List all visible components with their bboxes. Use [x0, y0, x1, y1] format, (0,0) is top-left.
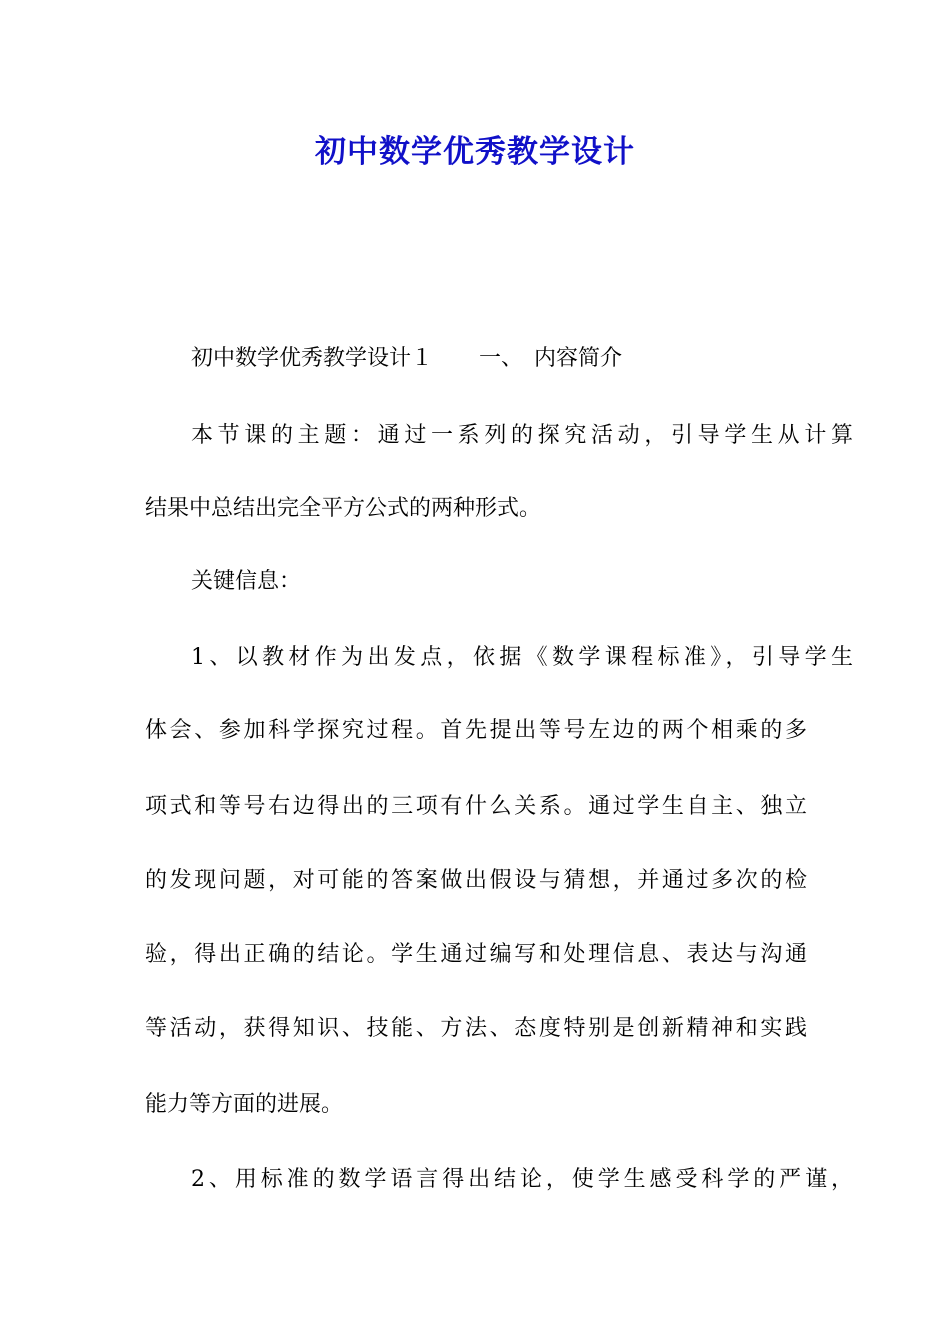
section-subtitle: 初中数学优秀教学设计１	[191, 346, 434, 371]
section-line	[145, 344, 853, 374]
paragraph-line: 等活动，获得知识、技能、方法、态度特别是创新精神和实践	[145, 1016, 807, 1041]
paragraph-line: 关键信息：	[191, 569, 302, 594]
paragraph-line: 体会、参加科学探究过程。首先提出等号左边的两个相乘的多	[145, 718, 807, 743]
paragraph-line: 项式和等号右边得出的三项有什么关系。通过学生自主、独立	[145, 794, 807, 819]
paragraph-line: 本节课的主题：通过一系列的探究活动，引导学生从计算	[191, 423, 853, 448]
document-body	[145, 0, 853, 1344]
paragraph-line: 2、用标准的数学语言得出结论，使学生感受科学的严谨，	[191, 1167, 853, 1192]
paragraph-line: 结果中总结出完全平方公式的两种形式。	[145, 496, 542, 521]
section-heading: 一、 内容简介	[479, 346, 623, 371]
paragraph-line: 的发现问题，对可能的答案做出假设与猜想，并通过多次的检	[145, 868, 807, 893]
paragraph-line: 验，得出正确的结论。学生通过编写和处理信息、表达与沟通	[145, 942, 807, 967]
paragraph-line: 1、以教材作为出发点，依据《数学课程标准》，引导学生	[191, 645, 853, 670]
paragraph-line: 能力等方面的进展。	[145, 1092, 344, 1117]
document-title: 初中数学优秀教学设计	[315, 134, 635, 170]
